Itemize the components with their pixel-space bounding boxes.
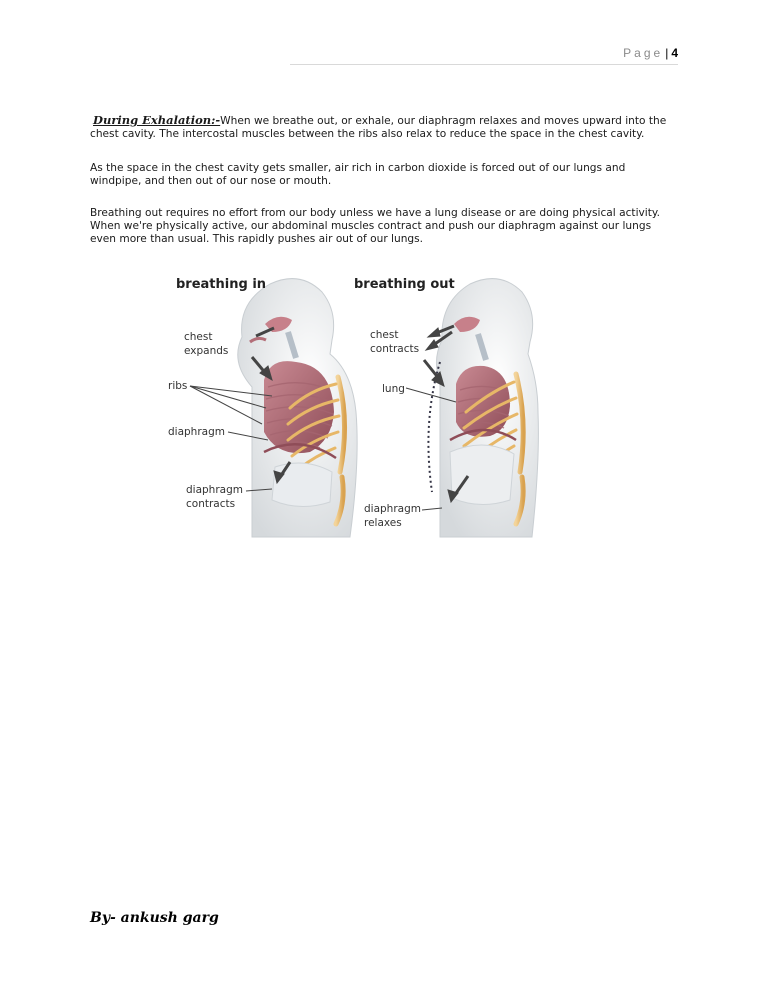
diaphragm-relaxes-label-2: relaxes [364,517,402,529]
breathing-in-title: breathing in [176,277,267,292]
breathing-out-figure [354,277,538,537]
page-header [560,46,678,60]
page-number: 4 [671,46,678,60]
lung-label: lung [382,383,405,395]
paragraph-3-text: Breathing out requires no effort from our body unless we have a lung disease or are doing physical activity. When we're physically active, our abdominal muscles contract and push our diaphragm against our lungs even more than usual. This rapidly pushes air out of our lungs. [90,207,661,245]
breathing-in-figure [168,277,357,537]
intro-text: When we breathe out, or exhale, our diaphragm relaxes and moves upward into the chest cavity. The intercostal muscles between the ribs also relax to reduce the space in the chest cavity. [90,115,667,140]
chest-expands-label-1: chest [184,331,213,343]
chest-contracts-label-2: contracts [370,343,420,355]
paragraph-chest-cavity [90,162,680,188]
ribs-label: ribs [168,380,188,392]
paragraph-physical-activity [90,207,680,246]
diaphragm-label: diaphragm [168,426,225,438]
page-separator: | [665,46,669,60]
paragraph-exhalation [90,114,680,141]
section-heading: During Exhalation:- [93,113,221,127]
paragraph-2-text: As the space in the chest cavity gets smaller, air rich in carbon dioxide is forced out of our lungs and windpipe, and then out of our nose or mouth. [90,162,626,187]
diaphragm-contracts-label-2: contracts [186,498,236,510]
breathing-out-title: breathing out [354,277,455,292]
diaphragm-contracts-label-1: diaphragm [186,484,243,496]
breathing-diagram [160,262,540,542]
footer-author: By- ankush garg [90,910,219,926]
header-rule [290,64,678,65]
chest-expands-label-2: expands [184,345,229,357]
diaphragm-relaxes-label-1: diaphragm [364,503,421,515]
chest-contracts-label-1: chest [370,329,399,341]
page-word: Page [623,46,664,60]
